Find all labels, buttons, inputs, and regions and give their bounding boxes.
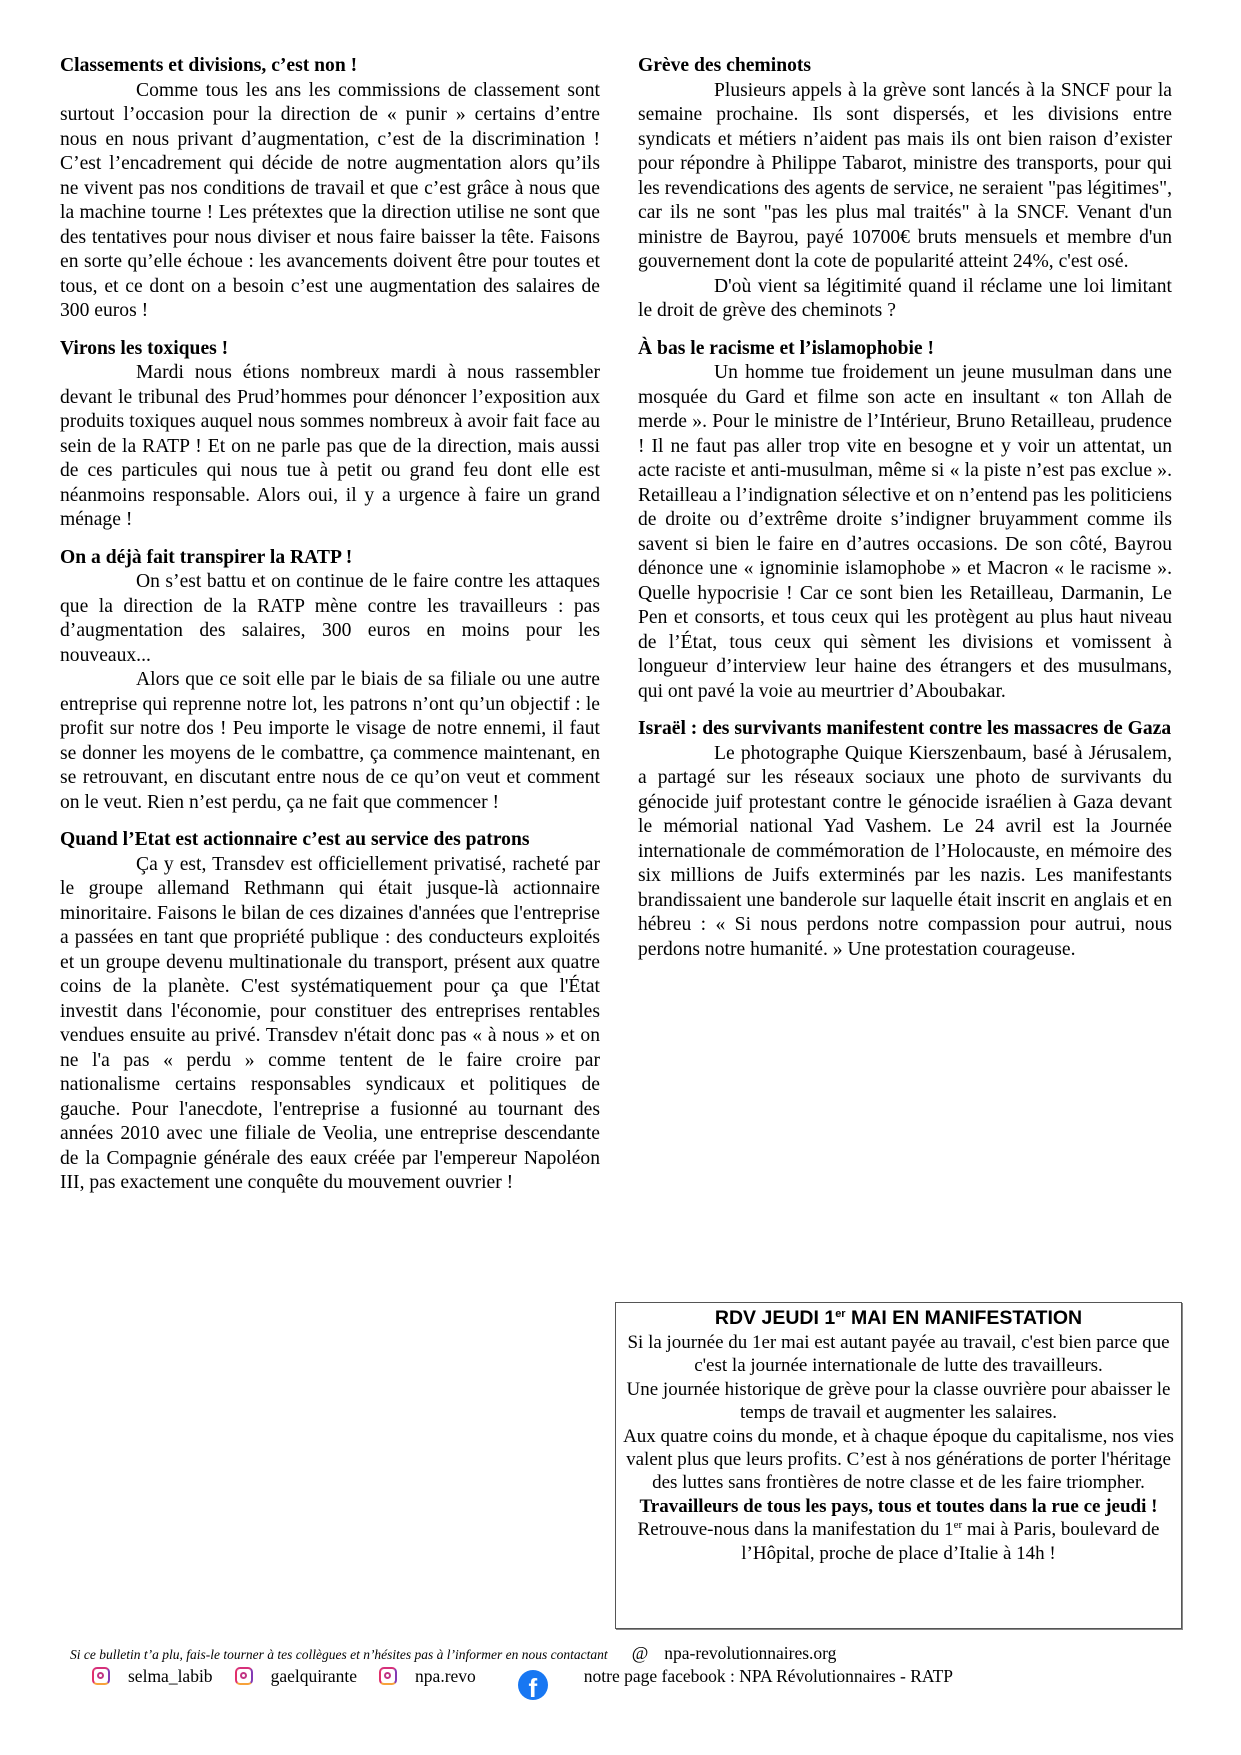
article-title: Virons les toxiques !	[60, 337, 229, 359]
callout-text: Aux quatre coins du monde, et à chaque époque du capitalisme, nos vies valent plus que leurs profits. C’est à nos générations de porter l'héritage des luttes sans frontières de notre classe et de les faire triompher.	[623, 1425, 1174, 1494]
left-column	[60, 54, 600, 1209]
may-day-callout-box	[615, 1302, 1182, 1629]
instagram-handle[interactable]: npa.revo	[415, 1666, 476, 1686]
callout-text-end: mai à Paris, boulevard de l’Hôpital, proche de place d’Italie à 14h !	[741, 1519, 1160, 1564]
facebook-icon: f	[518, 1670, 548, 1700]
instagram-icon	[235, 1667, 253, 1685]
article-title: À bas le racisme et l’islamophobie !	[638, 337, 935, 359]
article-toxiques	[60, 337, 600, 533]
instagram-icon	[92, 1667, 110, 1685]
article-paragraph: Alors que ce soit elle par le biais de sa filiale ou une autre entreprise qui reprenne notre lot, les patrons n’ont qu’un objectif : le profit sur notre dos ! Peu importe le visage de notre ennemi, il faut se donner les moyens de le combattre, ça commence maintenant, en se retrouvant, en discutant entre nous de ce qu’on veut et comment on le veut. Rien n’est perdu, ça ne fait que commencer !	[60, 669, 600, 813]
footer-invite-text: Si ce bulletin t’a plu, fais-le tourner à tes collègues et n’hésites pas à l’informer en nous contactant	[70, 1647, 608, 1662]
callout-title-text-end: MAI EN MANIFESTATION	[845, 1307, 1083, 1329]
instagram-handle[interactable]: selma_labib	[128, 1666, 213, 1686]
callout-text: Retrouve-nous dans la manifestation du 1	[637, 1519, 954, 1541]
facebook-page-link[interactable]: notre page facebook : NPA Révolutionnaires - RATP	[583, 1666, 954, 1686]
article-racisme	[638, 337, 1172, 705]
right-column	[638, 54, 1172, 975]
instagram-handle[interactable]: gaelquirante	[270, 1666, 358, 1686]
article-paragraph: Ça y est, Transdev est officiellement privatisé, racheté par le groupe allemand Rethmann qui était jusque-là actionnaire minoritaire. Faisons le bilan de ces dizaines d'années que l'entreprise a passées en tant que propriété publique : des conducteurs exploités et un groupe devenu multinationale du transport, présent aux quatre coins de la planète. C'est systématiquement pour ça que l'État investit dans l'économie, pour constituer des entreprises rentables vendues ensuite au privé. Transdev n'était donc pas « à nous » et on ne l'a pas « perdu » comme tentent de le faire croire par nationalisme certains responsables syndicaux et politiques de gauche. Pour l'anecdote, l'entreprise a fusionné au tournant des années 2010 avec une filiale de Veolia, une entreprise descendante de la Compagnie générale des eaux créée par l'empereur Napoléon III, pas exactement une conquête du mouvement ouvrier !	[60, 853, 600, 1193]
at-icon: @	[631, 1643, 649, 1663]
callout-paragraph	[616, 1518, 1181, 1565]
article-title: Grève des cheminots	[638, 55, 812, 76]
article-greve-cheminots	[638, 54, 1172, 324]
callout-title-text: RDV JEUDI 1	[714, 1307, 836, 1329]
article-israel	[638, 717, 1172, 962]
callout-slogan: Travailleurs de tous les pays, tous et toutes dans la rue ce jeudi !	[639, 1495, 1158, 1517]
article-paragraph: Comme tous les ans les commissions de classement sont surtout l’occasion pour la direction de « punir » certains d’entre nous en nous privant d’augmentation, c’est de la discrimination ! C’est l’encadrement qui décide de notre augmentation alors qu’ils ne vivent pas nos conditions de travail et que c’est grâce à nous que la machine tourne ! Les prétextes que la direction utilise ne sont que des tentatives pour nous diviser et nous faire baisser la tête. Faisons en sorte qu’elle échoue : les avancements doivent être pour toutes et tous, et ce dont on a besoin c’est une augmentation des salaires de 300 euros !	[60, 79, 600, 321]
article-paragraph: On s’est battu et on continue de le faire contre les attaques que la direction de la RATP mène contre les travailleurs : pas d’augmentation des salaires, 300 euros en moins pour les nouveaux...	[60, 571, 600, 666]
article-etat-actionnaire	[60, 828, 600, 1196]
article-title: On a déjà fait transpirer la RATP !	[60, 546, 353, 568]
article-title: Quand l’Etat est actionnaire c’est au service des patrons	[60, 829, 530, 850]
callout-title	[616, 1307, 1181, 1330]
article-paragraph: Un homme tue froidement un jeune musulman dans une mosquée du Gard et filme son acte en insultant « ton Allah de merde ». Pour le ministre de l’Intérieur, Bruno Retailleau, prudence ! Il ne faut pas aller trop vite en besogne et y voir un attentat, un acte raciste et anti-musulman, même si « la piste n’est pas exclue ». Retailleau a l’indignation sélective et on n’entend pas les politiciens de droite ou d’extrême droite s’indigner bruyamment comme ils savent si bien le faire en d’autres occasions. De son côté, Bayrou dénonce une « ignominie islamophobe » et Macron « le racisme ». Quelle hypocrisie ! Car ce sont bien les Retailleau, Darmanin, Le Pen et consorts, et tous ceux qui les protègent au plus haut niveau de l’État, tous ceux qui sèment les divisions et vomissent à longueur d’interview leur haine des étrangers et des musulmans, qui ont pavé la voie au meurtrier d’Aboubakar.	[638, 362, 1172, 702]
article-paragraph: Mardi nous étions nombreux mardi à nous rassembler devant le tribunal des Prud’hommes pour dénoncer l’exposition aux produits toxiques auquel nous sommes nombreux à avoir fait face au sein de la RATP ! Et on ne parle pas que de la direction, mais aussi de ces particules qui nous tue à petit ou grand feu dont elle est néanmoins responsable. Alors oui, il y a urgence à faire un grand ménage !	[60, 362, 600, 530]
article-ratp	[60, 546, 600, 816]
callout-sup: er	[953, 1519, 963, 1532]
callout-paragraph: Si la journée du 1er mai est autant payée au travail, c'est bien parce que c'est la journée internationale de lutte des travailleurs.	[627, 1332, 1170, 1377]
website-link[interactable]: npa-revolutionnaires.org	[664, 1643, 837, 1663]
article-paragraph: Plusieurs appels à la grève sont lancés à la SNCF pour la semaine prochaine. Ils sont dispersés, et les divisions entre syndicats et métiers n’aident pas mais ils ont bien raison d’exister pour répondre à Philippe Tabarot, ministre des transports, pour qui les revendications des agents de service, ne seraient "pas légitimes", car ils ne sont "pas les plus mal traités" à la SNCF. Venant d'un ministre de Bayrou, payé 10700€ bruts mensuels et membre d'un gouvernement dont la cote de popularité atteint 24%, c'est osé.	[638, 79, 1172, 272]
footer-social-line	[92, 1664, 1192, 1700]
callout-title-sup: er	[835, 1308, 846, 1320]
callout-paragraph: Une journée historique de grève pour la classe ouvrière pour abaisser le temps de travail et augmenter les salaires.	[626, 1378, 1171, 1424]
article-title: Israël : des survivants manifestent contre les massacres de Gaza	[638, 718, 1172, 739]
article-paragraph: Le photographe Quique Kierszenbaum, basé à Jérusalem, a partagé sur les réseaux sociaux une photo de survivants du génocide juif protestant contre le génocide israélien à Gaza devant le mémorial national Yad Vashem. Le 24 avril est la Journée internationale de commémoration de l’Holocauste, en mémoire des six millions de Juifs exterminés par les nazis. Les manifestants brandissaient une banderole sur laquelle était inscrit en anglais et en hébreu : « Si nous perdons notre compassion pour autrui, nous perdons notre humanité. » Une protestation courageuse.	[638, 742, 1172, 960]
instagram-icon	[379, 1667, 397, 1685]
article-paragraph: D'où vient sa légitimité quand il réclame une loi limitant le droit de grève des cheminots ?	[638, 275, 1172, 321]
callout-paragraph	[616, 1425, 1181, 1519]
article-title: Classements et divisions, c’est non !	[60, 55, 358, 76]
article-classements	[60, 54, 600, 324]
